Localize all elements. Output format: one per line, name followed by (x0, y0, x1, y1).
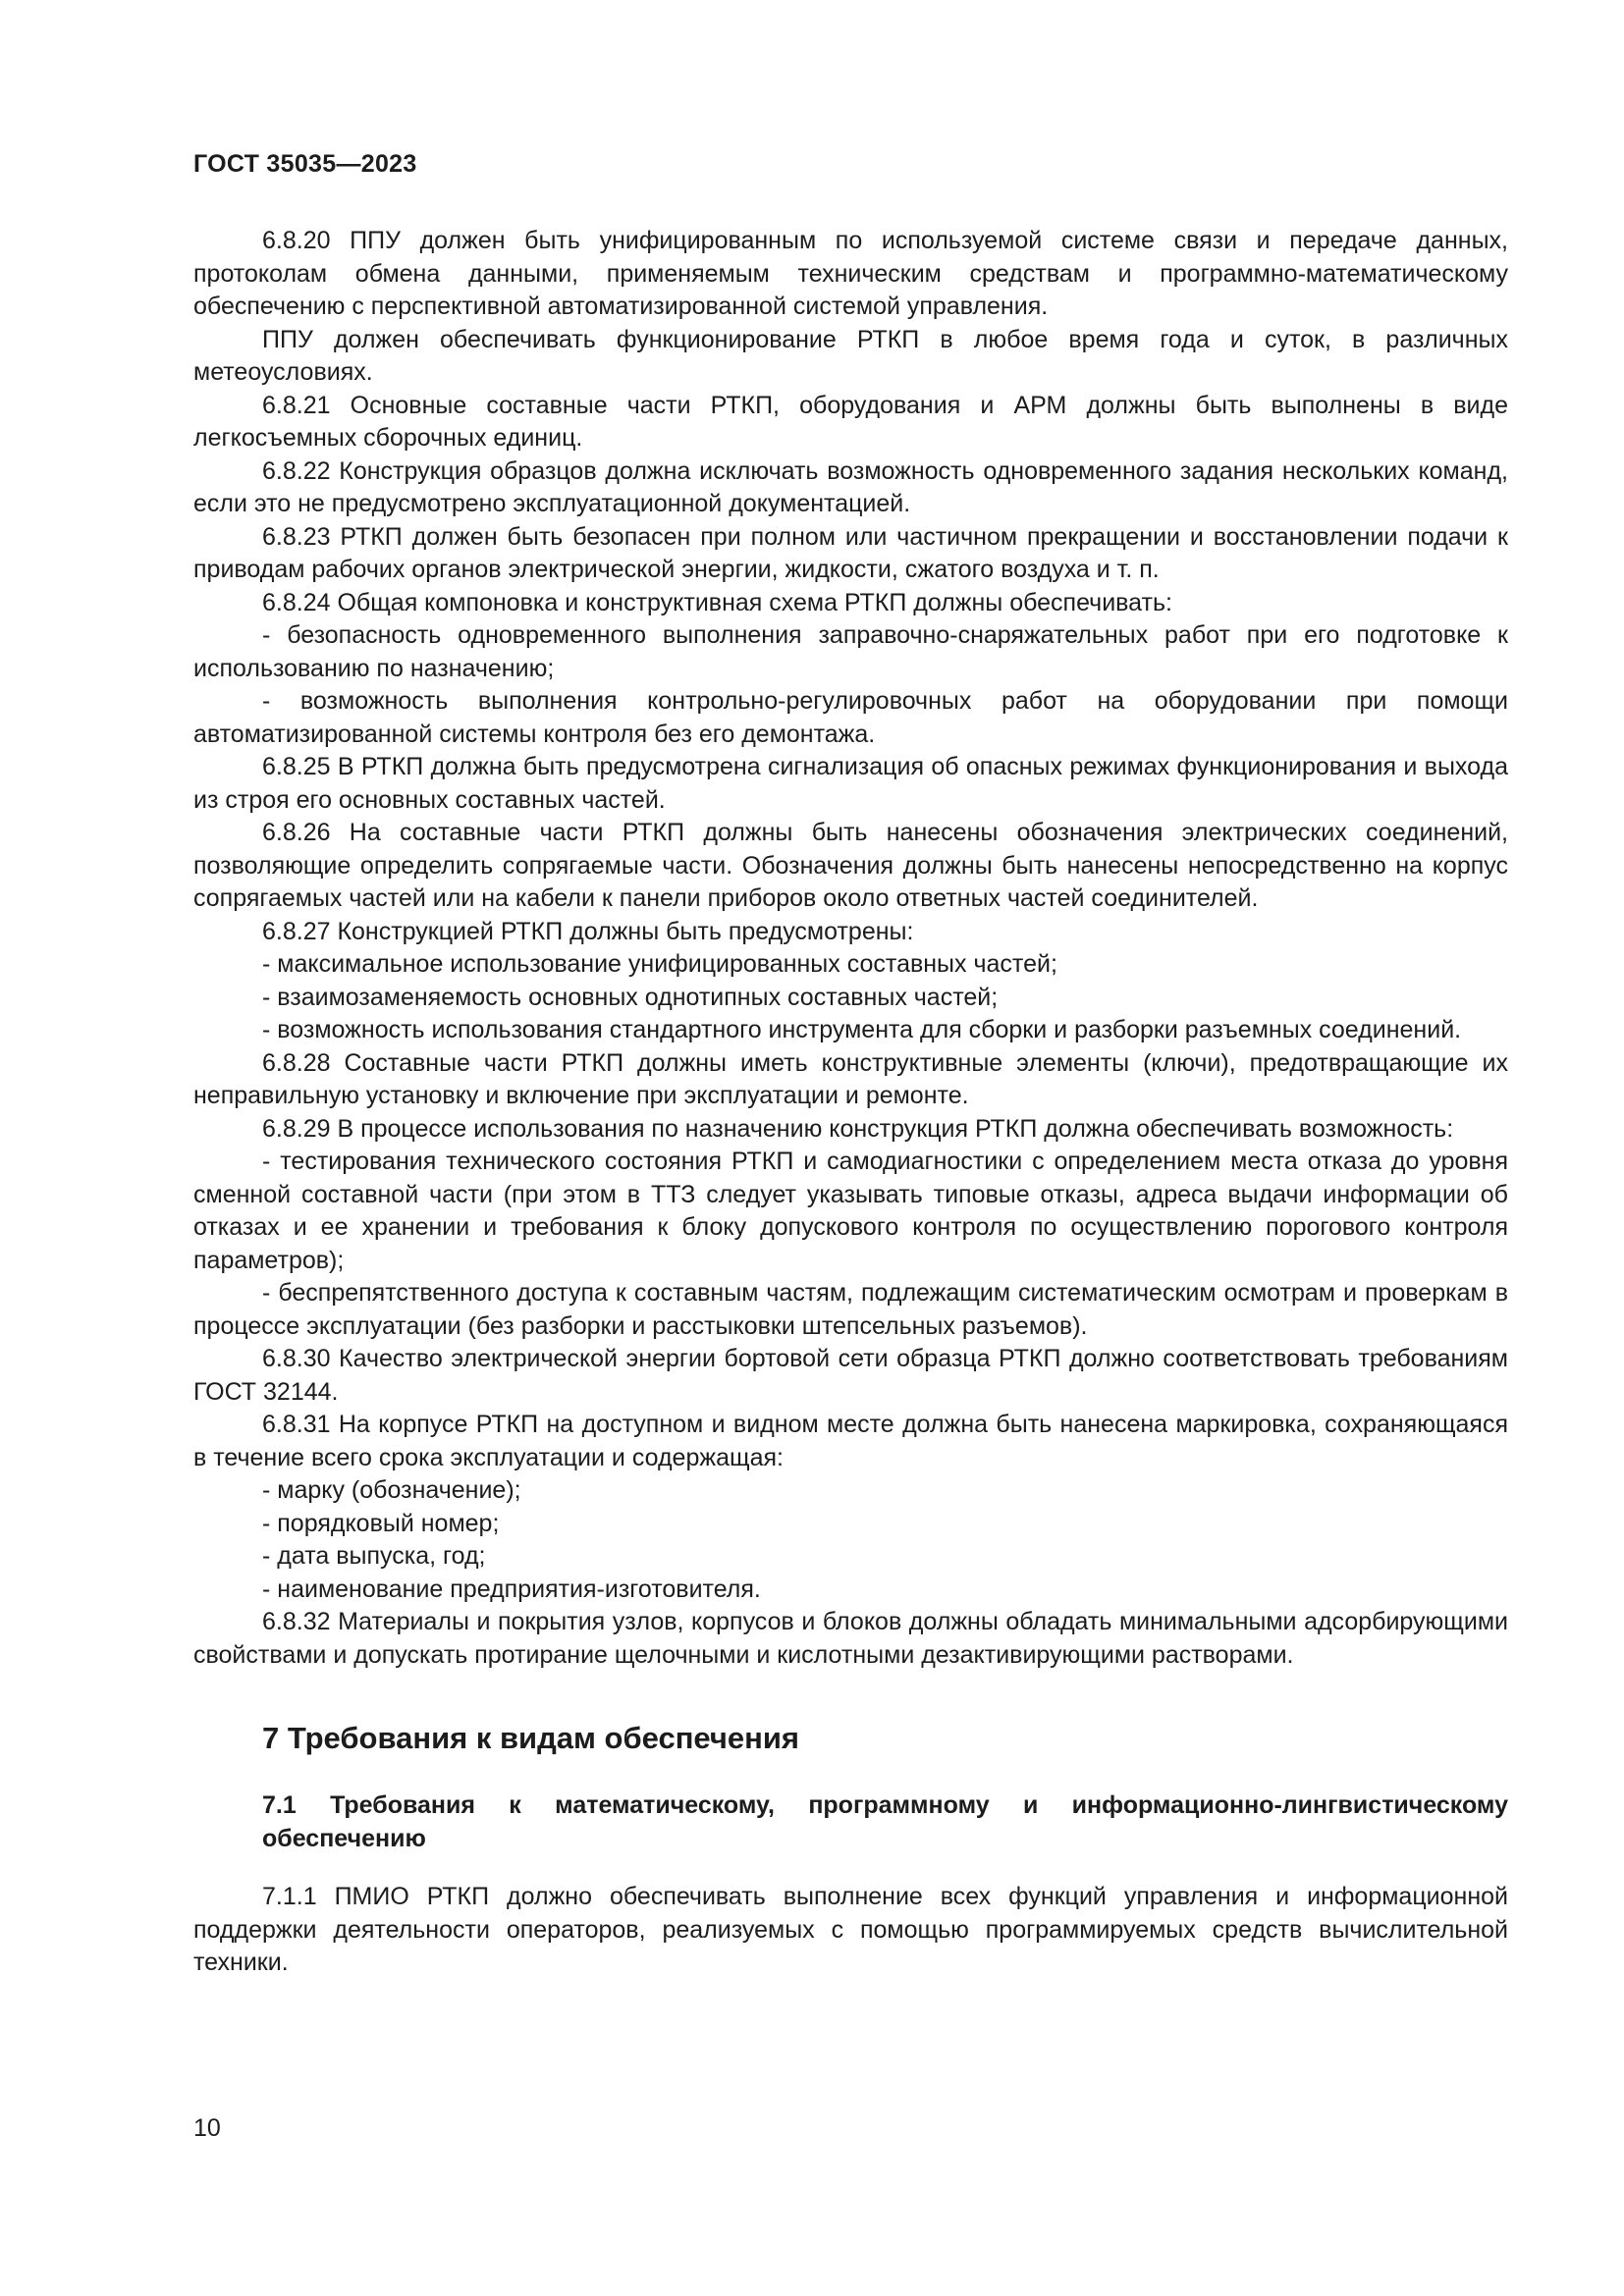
paragraph: 6.8.31 На корпусе РТКП на доступном и видном месте должна быть нанесена маркировка, сохраняющаяся в течение всего срока эксплуатации и содержащая: (193, 1411, 1508, 1471)
document-header: ГОСТ 35035—2023 (193, 150, 417, 178)
list-item: - возможность выполнения контрольно-регулировочных работ на оборудовании при помощи автоматизированной системы контроля без его демонтажа. (193, 687, 1508, 748)
paragraph: 6.8.24 Общая компоновка и конструктивная схема РТКП должны обеспечивать: (262, 588, 1172, 616)
paragraph: 6.8.27 Конструкцией РТКП должны быть предусмотрены: (262, 917, 914, 945)
paragraph: 6.8.29 В процессе использования по назначению конструкция РТКП должна обеспечивать возможность: (262, 1114, 1454, 1143)
list-item: - беспрепятственного доступа к составным частям, подлежащим систематическим осмотрам и проверкам в процессе эксплуатации (без разборки и расстыковки штепсельных разъемов). (193, 1279, 1508, 1340)
paragraph: 6.8.30 Качество электрической энергии бортовой сети образца РТКП должно соответствовать требованиям ГОСТ 32144. (193, 1345, 1508, 1406)
paragraph: 6.8.25 В РТКП должна быть предусмотрена сигнализация об опасных режимах функционирования и выхода из строя его основных составных частей. (193, 753, 1508, 814)
list-item: - тестирования технического состояния РТКП и самодиагностики с определением места отказа до уровня сменной составной части (при этом в ТТЗ следует указывать типовые отказы, адреса выдачи информации об отказах и ее хранении и требования к блоку допускового контроля по осуществлению порогового контроля параметров); (193, 1148, 1508, 1274)
paragraph: 7.1.1 ПМИО РТКП должно обеспечивать выполнение всех функций управления и информационной поддержки деятельности операторов, реализуемых с помощью программируемых средств вычислительной техники. (193, 1883, 1508, 1976)
list-item: - наименование предприятия-изготовителя. (262, 1575, 761, 1603)
paragraph: 6.8.20 ППУ должен быть унифицированным по используемой системе связи и передаче данных, протоколам обмена данными, применяемым техническим средствам и программно-математическому обеспечению с перспективной автоматизированной системой управления. (193, 227, 1508, 320)
list-item: - безопасность одновременного выполнения заправочно-снаряжательных работ при его подготовке к использованию по назначению; (193, 621, 1508, 682)
list-item: - максимальное использование унифицированных составных частей; (262, 950, 1057, 978)
paragraph: ППУ должен обеспечивать функционирование РТКП в любое время года и суток, в различных метеоусловиях. (193, 325, 1508, 386)
list-item: - марку (обозначение); (262, 1476, 521, 1504)
section-title: 7 Требования к видам обеспечения (262, 1721, 799, 1755)
list-item: - возможность использования стандартного инструмента для сборки и разборки разъемных соединений. (262, 1016, 1462, 1043)
paragraph: 6.8.21 Основные составные части РТКП, оборудования и АРМ должны быть выполнены в виде легкосъемных сборочных единиц. (193, 391, 1508, 452)
page-number: 10 (193, 2114, 221, 2142)
paragraph: 6.8.22 Конструкция образцов должна исключать возможность одновременного задания нескольких команд, если это не предусмотрено эксплуатационной документацией. (193, 456, 1508, 517)
paragraph: 6.8.28 Составные части РТКП должны иметь конструктивные элементы (ключи), предотвращающие их неправильную установку и включение при эксплуатации и ремонте. (193, 1048, 1508, 1109)
paragraph: 6.8.26 На составные части РТКП должны быть нанесены обозначения электрических соединений, позволяющие определить сопрягаемые части. Обозначения должны быть нанесены непосредственно на корпус сопрягаемых частей или на кабели к панели приборов около ответных частей соединителей. (193, 819, 1508, 912)
subsection-title: 7.1 Требования к математическому, программному и информационно-лингвистическому обеспечению (262, 1791, 1508, 1852)
list-item: - взаимозаменяемость основных однотипных составных частей; (262, 983, 999, 1011)
list-item: - дата выпуска, год; (262, 1542, 486, 1570)
list-item: - порядковый номер; (262, 1509, 500, 1537)
paragraph: 6.8.32 Материалы и покрытия узлов, корпусов и блоков должны обладать минимальными адсорбирующими свойствами и допускать протирание щелочными и кислотными дезактивирующими растворами. (193, 1608, 1508, 1669)
paragraph: 6.8.23 РТКП должен быть безопасен при полном или частичном прекращении и восстановлении подачи к приводам рабочих органов электрической энергии, жидкости, сжатого воздуха и т. п. (193, 522, 1508, 583)
document-body (193, 225, 1508, 1980)
